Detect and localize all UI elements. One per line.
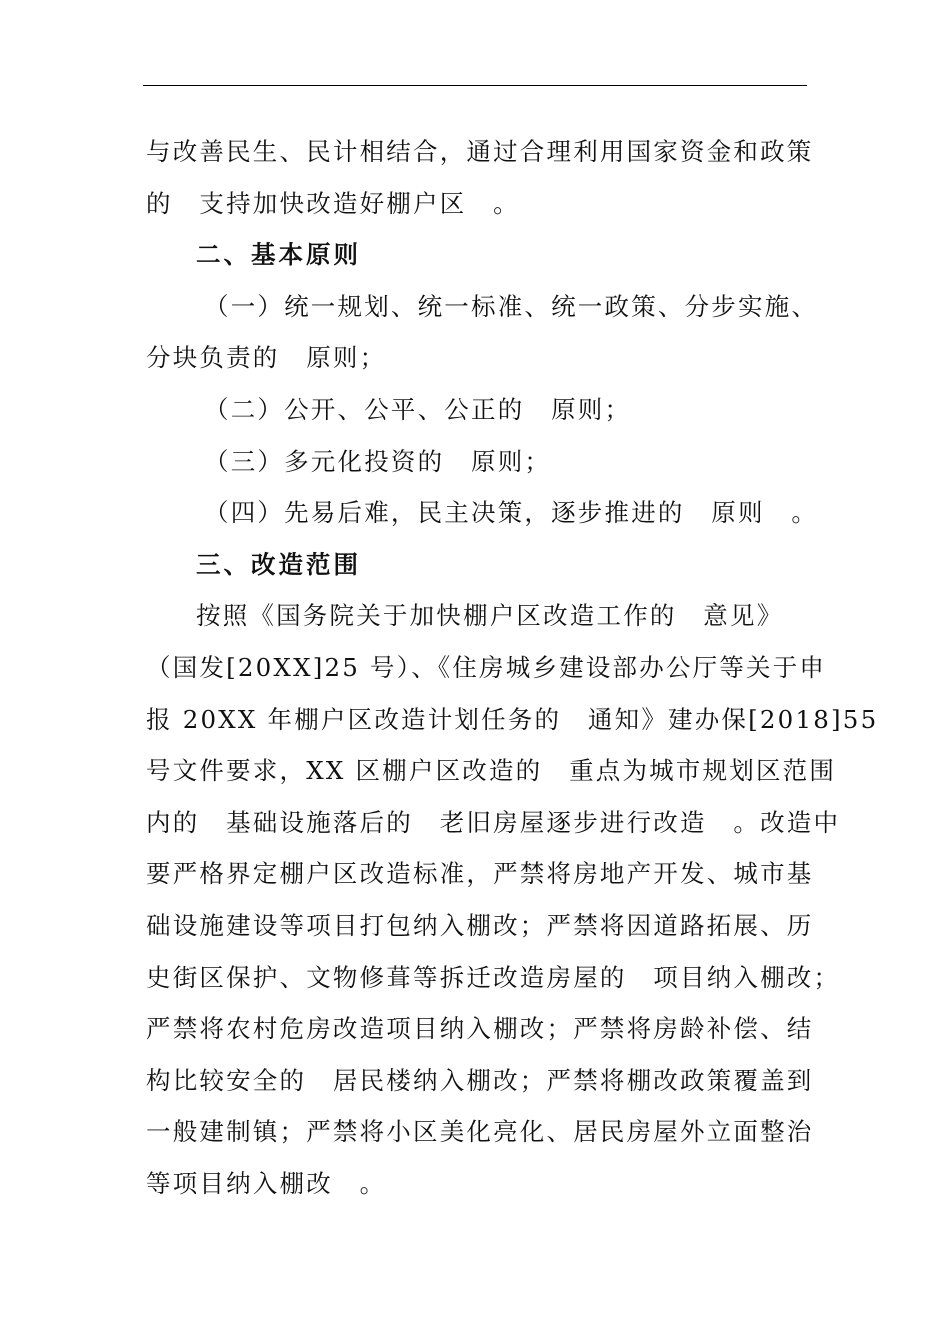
text-line: 的 支持加快改造好棚户区 。: [146, 188, 520, 218]
document-body: [146, 130, 879, 1213]
text-line: （四）先易后难，民主决策，逐步推进的 原则 。: [204, 498, 819, 528]
text-line: 号文件要求，XX 区棚户区改造的 重点为城市规划区范围: [146, 756, 837, 786]
heading-text: 二、基本原则: [196, 240, 361, 270]
text-line: 按照《国务院关于加快棚户区改造工作的 意见》: [196, 601, 784, 631]
text-line: （一）统一规划、统一标准、统一政策、分步实施、: [204, 291, 819, 321]
text-line: 等项目纳入棚改 。: [146, 1168, 387, 1198]
section-heading-basic-principles: [146, 233, 810, 285]
paragraph-principle-3: [146, 440, 810, 492]
text-line: 报 20XX 年棚户区改造计划任务的 通知》建办保[2018]55: [146, 704, 879, 734]
text-line: 构比较安全的 居民楼纳入棚改；严禁将棚改政策覆盖到: [146, 1065, 814, 1095]
paragraph-principle-2: [146, 388, 810, 440]
header-rule: [143, 85, 807, 86]
paragraph-intro: [146, 130, 814, 233]
text-line: 础设施建设等项目打包纳入棚改；严禁将因道路拓展、历: [146, 910, 814, 940]
paragraph-principle-4: [146, 491, 819, 543]
text-line: 内的 基础设施落后的 老旧房屋逐步进行改造 。改造中: [146, 807, 841, 837]
paragraph-principle-1: [146, 285, 819, 388]
heading-text: 三、改造范围: [196, 549, 361, 579]
text-line: （国发[20XX]25 号）、《住房城乡建设部办公厅等关于申: [146, 652, 827, 682]
paragraph-scope: [146, 594, 879, 1213]
text-line: 要严格界定棚户区改造标准，严禁将房地产开发、城市基: [146, 859, 814, 889]
text-line: （三）多元化投资的 原则；: [204, 446, 552, 476]
text-line: （二）公开、公平、公正的 原则；: [204, 394, 632, 424]
text-line: 史街区保护、文物修葺等拆迁改造房屋的 项目纳入棚改；: [146, 962, 841, 992]
section-heading-scope: [146, 543, 810, 595]
text-line: 分块负责的 原则；: [146, 343, 387, 373]
text-line: 一般建制镇；严禁将小区美化亮化、居民房屋外立面整治: [146, 1117, 814, 1147]
text-line: 与改善民生、民计相结合，通过合理利用国家资金和政策: [146, 137, 814, 166]
text-line: 严禁将农村危房改造项目纳入棚改；严禁将房龄补偿、结: [146, 1014, 814, 1044]
